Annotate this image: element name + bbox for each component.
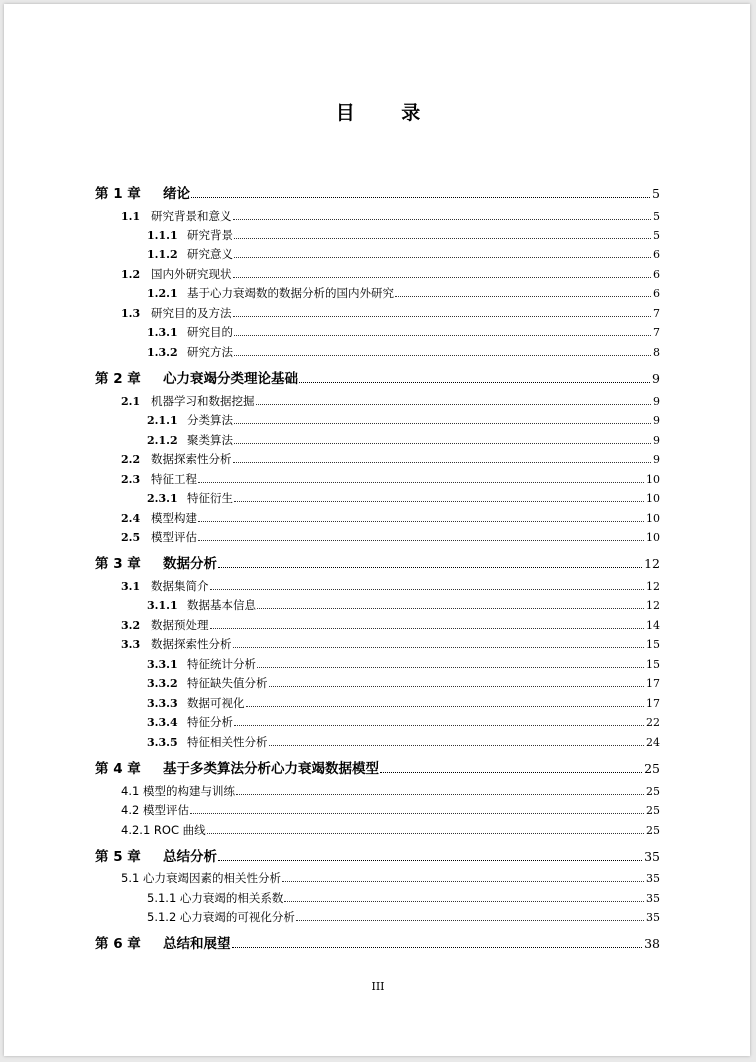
toc-section-entry[interactable] (147, 715, 660, 730)
toc-chapter-entry[interactable] (95, 760, 660, 778)
dot-leader (234, 423, 651, 424)
toc-page-number: 25 (646, 824, 660, 837)
toc-chapter-entry[interactable] (95, 555, 660, 573)
toc-page-number: 25 (646, 785, 660, 798)
toc-page-number: 6 (653, 268, 660, 281)
dot-leader (233, 647, 645, 648)
toc-entry-number: 第 4 章 (95, 761, 141, 777)
toc-section-entry[interactable] (121, 267, 660, 282)
toc-entry-label: 研究意义 (187, 247, 233, 261)
toc-section-entry[interactable] (121, 579, 660, 594)
dot-leader (282, 881, 644, 882)
toc-section-entry[interactable] (147, 325, 660, 340)
toc-entry-label: 数据集简介 (151, 579, 209, 593)
toc-page-number: 6 (653, 248, 660, 261)
toc-page-number: 6 (653, 287, 660, 300)
toc-entry-label: 5.1.1 心力衰竭的相关系数 (147, 891, 284, 905)
toc-chapter-entry[interactable] (95, 370, 660, 388)
toc-section-entry[interactable] (147, 413, 660, 428)
dot-leader (207, 833, 644, 834)
dot-leader (236, 794, 644, 795)
dot-leader (234, 335, 651, 336)
toc-entry-label: 绪论 (163, 186, 190, 202)
dot-leader (233, 316, 652, 317)
toc-chapter-entry[interactable] (95, 848, 660, 866)
toc-entry-number: 2.1.1 (147, 414, 178, 427)
toc-page-number: 7 (653, 326, 660, 339)
toc-page-number: 9 (652, 371, 660, 386)
toc-section-entry[interactable] (147, 891, 660, 906)
toc-section-entry[interactable] (147, 696, 660, 711)
toc-entry-label: 研究目的 (187, 325, 233, 339)
toc-entry-label: 数据可视化 (187, 696, 245, 710)
toc-entry-label: 特征相关性分析 (187, 735, 268, 749)
toc-section-entry[interactable] (121, 306, 660, 321)
toc-page-number: 9 (653, 434, 660, 447)
dot-leader (191, 197, 650, 198)
toc-entry-label: 特征分析 (187, 715, 233, 729)
toc-page-number: 9 (653, 453, 660, 466)
dot-leader (269, 686, 645, 687)
toc-page-number: 9 (653, 395, 660, 408)
toc-entry-label: 机器学习和数据挖掘 (151, 394, 255, 408)
toc-entry-label: 数据探索性分析 (151, 452, 232, 466)
page-title: 目 录 (335, 102, 441, 124)
toc-entry-number: 2.5 (121, 531, 141, 544)
toc-page-number: 12 (644, 556, 660, 571)
toc-entry-label: 模型评估 (151, 530, 197, 544)
toc-entry-number: 1.2.1 (147, 287, 178, 300)
toc-section-entry[interactable] (121, 530, 660, 545)
dot-leader (234, 257, 651, 258)
toc-chapter-entry[interactable] (95, 185, 660, 203)
toc-entry-number: 2.2 (121, 453, 141, 466)
toc-entry-number: 第 1 章 (95, 186, 141, 202)
toc-entry-label: 数据基本信息 (187, 598, 256, 612)
toc-entry-number: 2.3 (121, 473, 141, 486)
toc-page-number: 10 (646, 512, 660, 525)
toc-entry-label: 数据分析 (163, 556, 217, 572)
dot-leader (257, 608, 644, 609)
toc-section-entry[interactable] (147, 247, 660, 262)
toc-section-entry[interactable] (147, 491, 660, 506)
dot-leader (284, 901, 644, 902)
toc-section-entry[interactable] (121, 823, 660, 838)
dot-leader (198, 521, 644, 522)
toc-entry-label: 5.1 心力衰竭因素的相关性分析 (121, 871, 281, 885)
toc-page-number: 10 (646, 531, 660, 544)
toc-page-number: 38 (644, 936, 660, 951)
toc-page-number: 24 (646, 736, 660, 749)
toc-section-entry[interactable] (121, 209, 660, 224)
toc-page-number: 25 (646, 804, 660, 817)
toc-page-number: 12 (646, 599, 660, 612)
dot-leader (234, 443, 651, 444)
dot-leader (234, 238, 651, 239)
toc-section-entry[interactable] (147, 345, 660, 360)
dot-leader (257, 667, 644, 668)
toc-page-number: 5 (652, 186, 660, 201)
dot-leader (233, 277, 652, 278)
toc-entry-number: 2.3.1 (147, 492, 178, 505)
toc-page-number: 14 (646, 619, 660, 632)
toc-entry-label: 总结和展望 (163, 936, 231, 952)
toc-page-number: 35 (646, 911, 660, 924)
toc-entry-number: 第 5 章 (95, 849, 141, 865)
dot-leader (233, 219, 652, 220)
toc-entry-label: 数据探索性分析 (151, 637, 232, 651)
toc-entry-number: 1.1 (121, 210, 141, 223)
toc-page-number: 10 (646, 473, 660, 486)
dot-leader (380, 772, 642, 773)
toc-entry-label: 基于心力衰竭数的数据分析的国内外研究 (187, 286, 394, 300)
toc-section-entry[interactable] (121, 452, 660, 467)
toc-entry-label: 研究方法 (187, 345, 233, 359)
toc-page-number: 22 (646, 716, 660, 729)
toc-section-entry[interactable] (121, 803, 660, 818)
dot-leader (218, 860, 642, 861)
dot-leader (210, 589, 645, 590)
dot-leader (190, 813, 644, 814)
toc-entry-number: 3.3 (121, 638, 141, 651)
toc-entry-label: 4.1 模型的构建与训练 (121, 784, 235, 798)
toc-page-number: 17 (646, 697, 660, 710)
dot-leader (234, 501, 644, 502)
toc-chapter-entry[interactable] (95, 935, 660, 953)
toc-entry-label: 基于多类算法分析心力衰竭数据模型 (163, 761, 379, 777)
toc-entry-label: 特征缺失值分析 (187, 676, 268, 690)
toc-entry-number: 3.3.2 (147, 677, 178, 690)
dot-leader (256, 404, 652, 405)
dot-leader (198, 540, 644, 541)
toc-entry-number: 1.1.2 (147, 248, 178, 261)
dot-leader (296, 920, 644, 921)
toc-entry-label: 研究背景和意义 (151, 209, 232, 223)
dot-leader (198, 482, 644, 483)
toc-entry-number: 3.3.3 (147, 697, 178, 710)
dot-leader (232, 947, 643, 948)
toc-section-entry[interactable] (121, 784, 660, 799)
toc-entry-number: 第 2 章 (95, 371, 141, 387)
dot-leader (299, 382, 650, 383)
toc-entry-label: 特征工程 (151, 472, 197, 486)
toc-section-entry[interactable] (147, 286, 660, 301)
toc-page-number: 35 (646, 892, 660, 905)
toc-entry-label: 研究背景 (187, 228, 233, 242)
toc-page-number: 9 (653, 414, 660, 427)
dot-leader (234, 725, 644, 726)
dot-leader (233, 462, 652, 463)
page-number: III (371, 980, 385, 993)
toc-page-number: 5 (653, 210, 660, 223)
toc-entry-label: 模型构建 (151, 511, 197, 525)
toc-section-entry[interactable] (147, 657, 660, 672)
toc-section-entry[interactable] (121, 511, 660, 526)
toc-section-entry[interactable] (147, 735, 660, 750)
toc-entry-label: 数据预处理 (151, 618, 209, 632)
dot-leader (210, 628, 645, 629)
toc-entry-label: 聚类算法 (187, 433, 233, 447)
toc-entry-number: 3.2 (121, 619, 141, 632)
toc-entry-label: 研究目的及方法 (151, 306, 232, 320)
toc-entry-number: 1.3.1 (147, 326, 178, 339)
toc-section-entry[interactable] (147, 910, 660, 925)
dot-leader (269, 745, 645, 746)
toc-section-entry[interactable] (147, 228, 660, 243)
toc-page-number: 35 (646, 872, 660, 885)
toc-section-entry[interactable] (121, 394, 660, 409)
toc-page-number: 15 (646, 638, 660, 651)
toc-entry-number: 第 6 章 (95, 936, 141, 952)
toc-entry-label: 国内外研究现状 (151, 267, 232, 281)
toc-entry-number: 3.1.1 (147, 599, 178, 612)
toc-entry-number: 1.3.2 (147, 346, 178, 359)
toc-entry-number: 3.3.1 (147, 658, 178, 671)
toc-entry-label: 心力衰竭分类理论基础 (163, 371, 298, 387)
toc-entry-number: 3.1 (121, 580, 141, 593)
toc-entry-label: 分类算法 (187, 413, 233, 427)
toc-section-entry[interactable] (121, 472, 660, 487)
toc-entry-number: 2.1.2 (147, 434, 178, 447)
toc-entry-label: 特征衍生 (187, 491, 233, 505)
toc-page-number: 12 (646, 580, 660, 593)
dot-leader (218, 567, 642, 568)
toc-entry-number: 1.1.1 (147, 229, 178, 242)
toc-entry-number: 第 3 章 (95, 556, 141, 572)
toc-page-number: 8 (653, 346, 660, 359)
toc-entry-number: 2.1 (121, 395, 141, 408)
toc-section-entry[interactable] (121, 637, 660, 652)
toc-entry-number: 3.3.4 (147, 716, 178, 729)
toc-section-entry[interactable] (147, 676, 660, 691)
toc-page-number: 17 (646, 677, 660, 690)
toc-entry-label: 4.2.1 ROC 曲线 (121, 823, 206, 837)
toc-entry-number: 3.3.5 (147, 736, 178, 749)
dot-leader (395, 296, 651, 297)
toc-section-entry[interactable] (121, 618, 660, 633)
toc-page-number: 10 (646, 492, 660, 505)
toc-entry-label: 总结分析 (163, 849, 217, 865)
toc-page-number: 7 (653, 307, 660, 320)
toc-page-number: 15 (646, 658, 660, 671)
toc-entry-number: 1.3 (121, 307, 141, 320)
toc-entry-label: 特征统计分析 (187, 657, 256, 671)
toc-entry-label: 4.2 模型评估 (121, 803, 189, 817)
toc-page-number: 5 (653, 229, 660, 242)
toc-entry-number: 2.4 (121, 512, 141, 525)
toc-page-number: 25 (644, 761, 660, 776)
toc-page-number: 35 (644, 849, 660, 864)
toc-entry-number: 1.2 (121, 268, 141, 281)
toc-section-entry[interactable] (147, 433, 660, 448)
dot-leader (234, 355, 651, 356)
toc-section-entry[interactable] (147, 598, 660, 613)
toc-entry-label: 5.1.2 心力衰竭的可视化分析 (147, 910, 295, 924)
toc-section-entry[interactable] (121, 871, 660, 886)
dot-leader (246, 706, 645, 707)
